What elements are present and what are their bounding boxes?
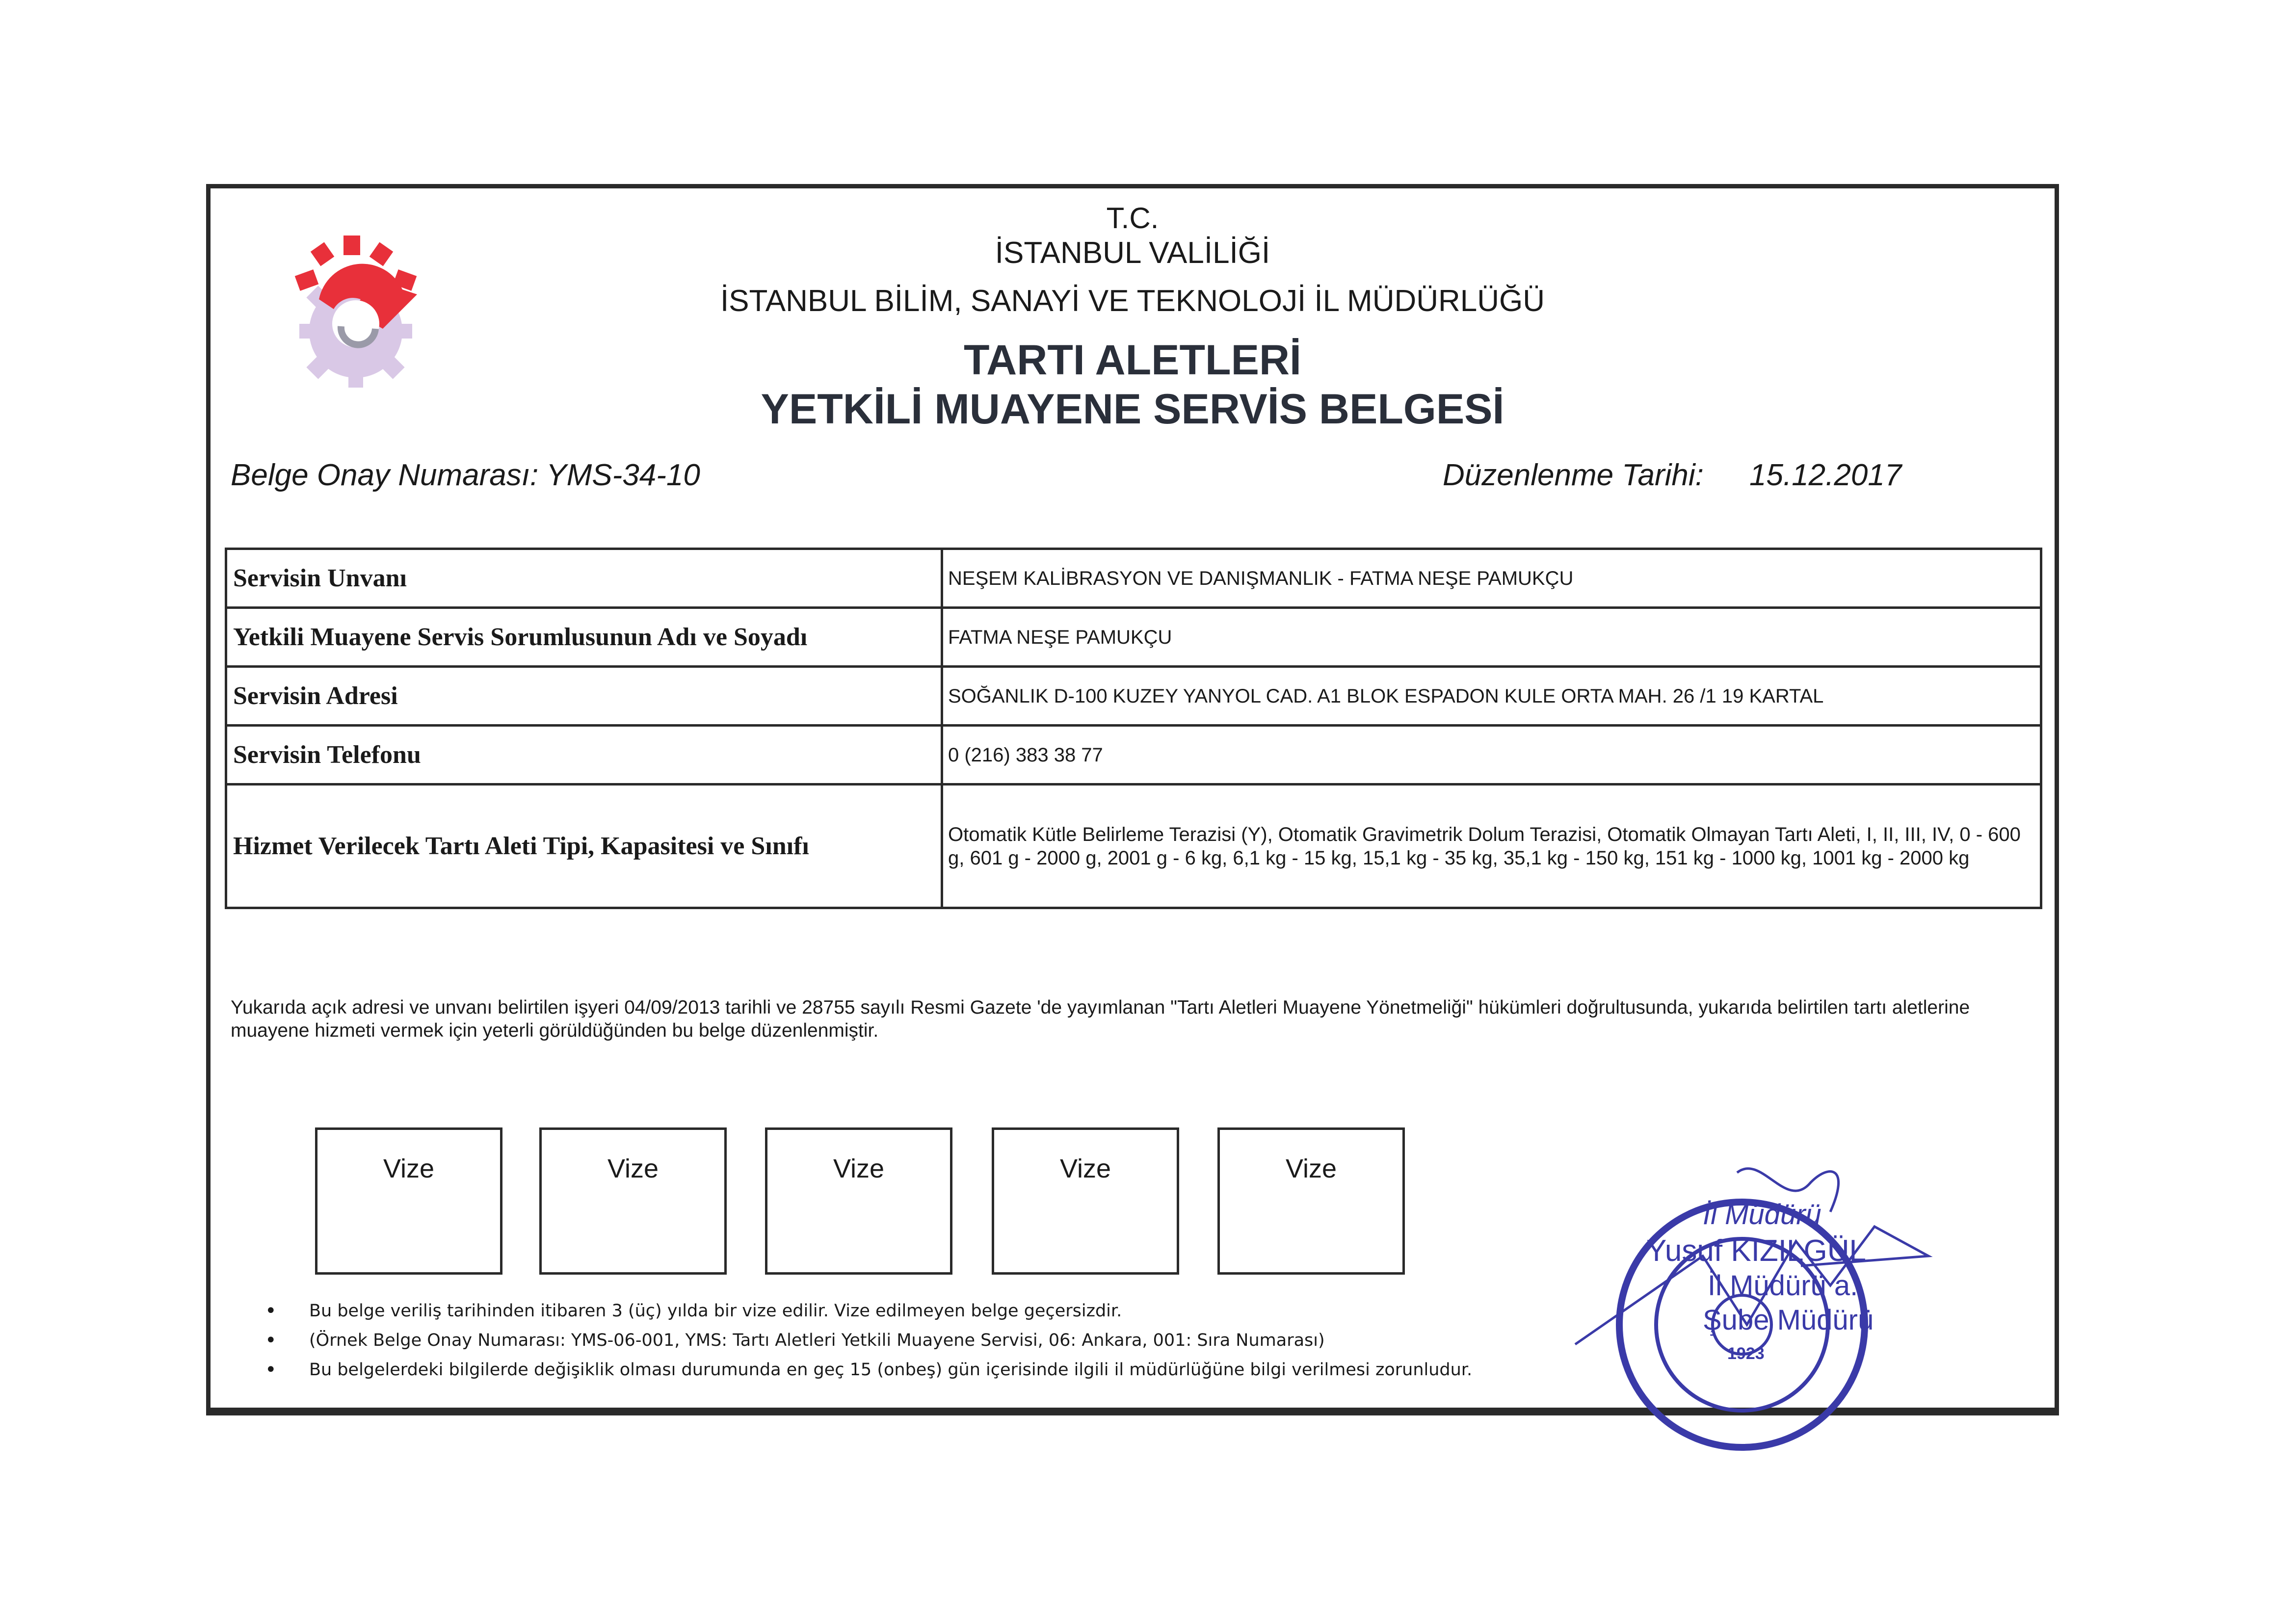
row-value: 0 (216) 383 38 77 — [942, 726, 2041, 785]
row-label: Hizmet Verilecek Tartı Aleti Tipi, Kapasitesi ve Sınıfı — [226, 785, 942, 908]
row-value: Otomatik Kütle Belirleme Terazisi (Y), Otomatik Gravimetrik Dolum Terazisi, Otomatik Olmayan Tartı Aleti, I, II, III, IV, 0 - 600 g, 601 g - 2000 g, 2001 g - 6 kg, 6,1 kg - 15 kg, 15,1 kg - 35 kg, 35,1 kg - 150 kg, 151 kg - 1000 kg, 1001 kg - 2000 kg — [942, 785, 2041, 908]
document-title-line1: TARTI ALETLERİ — [964, 337, 1301, 384]
vize-label: Vize — [1059, 1154, 1111, 1183]
row-value: SOĞANLIK D-100 KUZEY YANYOL CAD. A1 BLOK ESPADON KULE ORTA MAH. 26 /1 19 KARTAL — [942, 667, 2041, 726]
vize-box — [1217, 1127, 1405, 1275]
stamp-role-1: İl Müdürü a. — [1708, 1270, 1858, 1302]
stamp-role-2: Şube Müdürü — [1703, 1304, 1874, 1336]
official-seal-and-signature — [1556, 1114, 1958, 1467]
certificate-statement: Yukarıda açık adresi ve unvanı belirtilen işyeri 04/09/2013 tarihli ve 28755 sayılı Resmi Gazete 'de yayımlanan "Tartı Aletleri Muayene Yönetmeliği" hükümleri doğrultusunda, yukarıda belirtilen tartı aletlerine muayene hizmeti vermek için yeterli görüldüğünden bu belge düzenlenmiştir. — [231, 997, 1970, 1041]
vize-label: Vize — [383, 1154, 435, 1183]
directorate-heading: İSTANBUL BİLİM, SANAYİ VE TEKNOLOJİ İL MÜDÜRLÜĞÜ — [720, 284, 1545, 318]
notes-list — [265, 1296, 1472, 1385]
table-row — [226, 726, 2041, 785]
note-item: • Bu belge veriliş tarihinden itibaren 3 (üç) yılda bir vize edilir. Vize edilmeyen belge geçersizdir. — [265, 1296, 1472, 1326]
table-row — [226, 549, 2041, 608]
stamp-title: İl Müdürü — [1703, 1199, 1821, 1230]
tc-heading: T.C. — [1106, 202, 1159, 235]
issue-date: 15.12.2017 — [1749, 458, 1902, 492]
table-row — [226, 785, 2041, 908]
vize-label: Vize — [607, 1154, 659, 1183]
row-label: Servisin Unvanı — [226, 549, 942, 608]
vize-box — [539, 1127, 727, 1275]
vize-label: Vize — [1285, 1154, 1337, 1183]
note-item: • Bu belgelerdeki bilgilerde değişiklik olması durumunda en geç 15 (onbeş) gün içerisinde ilgili il müdürlüğüne bilgi verilmesi zorunludur. — [265, 1355, 1472, 1385]
vize-box — [992, 1127, 1179, 1275]
row-label: Yetkili Muayene Servis Sorumlusunun Adı ve Soyadı — [226, 608, 942, 667]
table-row — [226, 667, 2041, 726]
vize-box — [765, 1127, 952, 1275]
note-item: • (Örnek Belge Onay Numarası: YMS-06-001, YMS: Tartı Aletleri Yetkili Muayene Servisi, 06: Ankara, 001: Sıra Numarası) — [265, 1326, 1472, 1355]
issue-date-label: Düzenlenme Tarihi: — [1443, 458, 1704, 492]
document-title-line2: YETKİLİ MUAYENE SERVİS BELGESİ — [761, 386, 1504, 433]
vize-label: Vize — [833, 1154, 885, 1183]
governorship-heading: İSTANBUL VALİLİĞİ — [995, 236, 1270, 270]
approval-number: Belge Onay Numarası: YMS-34-10 — [231, 458, 700, 492]
vize-box — [315, 1127, 502, 1275]
service-info-table — [225, 548, 2042, 909]
table-row — [226, 608, 2041, 667]
row-label: Servisin Telefonu — [226, 726, 942, 785]
row-value: FATMA NEŞE PAMUKÇU — [942, 608, 2041, 667]
row-value: NEŞEM KALİBRASYON VE DANIŞMANLIK - FATMA NEŞE PAMUKÇU — [942, 549, 2041, 608]
stamp-name: Yusuf KIZILGÜL — [1646, 1234, 1866, 1268]
stamp-year: 1923 — [1727, 1344, 1765, 1363]
row-label: Servisin Adresi — [226, 667, 942, 726]
